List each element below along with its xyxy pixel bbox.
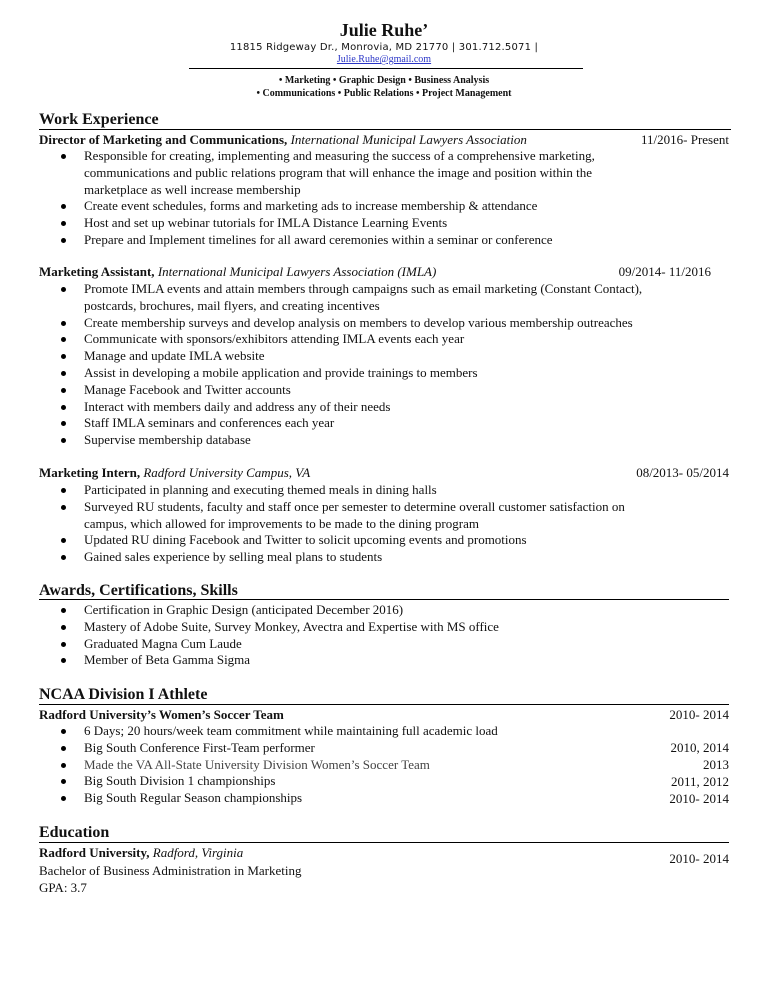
school-line xyxy=(39,845,243,861)
bullet-icon xyxy=(61,421,66,426)
job-org: International Municipal Lawyers Association xyxy=(290,132,527,147)
list-item: Gained sales experience by selling meal plans to students xyxy=(57,549,625,566)
list-item: Prepare and Implement timelines for all award ceremonies within a seminar or conference xyxy=(57,232,595,249)
bullet-icon xyxy=(61,388,66,393)
list-item: Interact with members daily and address any of their needs xyxy=(57,399,642,416)
contact-info: 11815 Ridgeway Dr., Monrovia, MD 21770 | 301.712.5071 | xyxy=(229,42,539,53)
bullet-icon xyxy=(61,221,66,226)
list-item: Big South Division 1 championships xyxy=(57,773,498,790)
list-item: Big South Regular Season championships xyxy=(57,790,498,807)
bullet-icon xyxy=(61,204,66,209)
list-item: Member of Beta Gamma Sigma xyxy=(57,652,499,669)
job-role: Director of Marketing and Communications, xyxy=(39,132,288,147)
candidate-name: Julie Ruhe’ xyxy=(339,20,429,40)
bullet-icon xyxy=(61,371,66,376)
job-title-director xyxy=(39,132,527,148)
bullet-icon xyxy=(61,405,66,410)
bullet-icon xyxy=(61,354,66,359)
list-item-continuation: communications and public relations program that will enhance the image and position within the xyxy=(84,164,592,180)
list-item: Graduated Magna Cum Laude xyxy=(57,636,499,653)
school-location: Radford, Virginia xyxy=(152,845,244,860)
list-item: Mastery of Adobe Suite, Survey Monkey, Avectra and Expertise with MS office xyxy=(57,619,499,636)
list-item: Made the VA All-State University Division Women’s Soccer Team xyxy=(57,757,498,774)
skills-summary-line-1: • Marketing • Graphic Design • Business Analysis xyxy=(278,75,490,86)
bullet-icon xyxy=(61,658,66,663)
list-item: Supervise membership database xyxy=(57,432,642,449)
list-item: Participated in planning and executing themed meals in dining halls xyxy=(57,482,625,499)
bullet-icon xyxy=(61,729,66,734)
gpa: GPA: 3.7 xyxy=(39,880,87,895)
bullet-icon xyxy=(61,779,66,784)
award-date: 2011, 2012 xyxy=(670,774,729,789)
job-bullets-assistant xyxy=(57,281,642,449)
bullet-icon xyxy=(61,238,66,243)
award-date: 2013 xyxy=(703,757,729,772)
email-line xyxy=(0,54,768,65)
section-rule-awards xyxy=(39,599,729,600)
section-title-athlete: NCAA Division I Athlete xyxy=(39,686,208,703)
list-item: Big South Conference First-Team performer xyxy=(57,740,498,757)
bullet-icon xyxy=(61,796,66,801)
section-title-awards: Awards, Certifications, Skills xyxy=(39,582,238,599)
bullet-icon xyxy=(61,488,66,493)
degree: Bachelor of Business Administration in Marketing xyxy=(39,863,302,878)
job-bullets-intern xyxy=(57,482,625,566)
list-item: Responsible for creating, implementing and measuring the success of a comprehensive marketing, xyxy=(57,148,595,165)
bullet-icon xyxy=(61,746,66,751)
section-rule-work xyxy=(39,129,731,130)
section-rule-athlete xyxy=(39,704,729,705)
list-item: Communicate with sponsors/exhibitors attending IMLA events each year xyxy=(57,331,642,348)
school-name: Radford University, xyxy=(39,845,150,860)
bullet-icon xyxy=(61,438,66,443)
bullet-icon xyxy=(61,154,66,159)
skills-summary-line-2: • Communications • Public Relations • Project Management xyxy=(256,88,512,99)
job-role: Marketing Intern, xyxy=(39,465,141,480)
list-item: Manage Facebook and Twitter accounts xyxy=(57,382,642,399)
team-dates: 2010- 2014 xyxy=(669,707,729,722)
education-dates: 2010- 2014 xyxy=(669,851,729,866)
job-title-assistant xyxy=(39,264,436,280)
awards-bullets xyxy=(57,602,499,669)
team-name: Radford University’s Women’s Soccer Team xyxy=(39,707,284,722)
job-role: Marketing Assistant, xyxy=(39,264,155,279)
list-item: Create membership surveys and develop analysis on members to develop various membership outreaches xyxy=(57,315,642,332)
list-item: Surveyed RU students, faculty and staff once per semester to determine overall customer satisfaction on xyxy=(57,499,625,516)
list-item: Host and set up webinar tutorials for IMLA Distance Learning Events xyxy=(57,215,595,232)
job-dates: 09/2014- 11/2016 xyxy=(618,264,711,279)
list-item: Promote IMLA events and attain members through campaigns such as email marketing (Constant Contact), xyxy=(57,281,642,298)
list-item: Certification in Graphic Design (anticipated December 2016) xyxy=(57,602,499,619)
list-item: Staff IMLA seminars and conferences each year xyxy=(57,415,642,432)
award-date: 2010- 2014 xyxy=(669,791,729,806)
section-title-education: Education xyxy=(39,824,110,841)
bullet-icon xyxy=(61,287,66,292)
section-title-work: Work Experience xyxy=(39,111,159,128)
list-item: Create event schedules, forms and marketing ads to increase membership & attendance xyxy=(57,198,595,215)
bullet-icon xyxy=(61,337,66,342)
bullet-icon xyxy=(61,642,66,647)
job-title-intern xyxy=(39,465,310,481)
list-item: Updated RU dining Facebook and Twitter to solicit upcoming events and promotions xyxy=(57,532,625,549)
list-item: Manage and update IMLA website xyxy=(57,348,642,365)
list-item: Assist in developing a mobile application and provide trainings to members xyxy=(57,365,642,382)
list-item-continuation: marketplace as well increase membership xyxy=(84,181,301,197)
award-date: 2010, 2014 xyxy=(670,740,729,755)
job-dates: 08/2013- 05/2014 xyxy=(636,465,729,480)
list-item: 6 Days; 20 hours/week team commitment while maintaining full academic load xyxy=(57,723,498,740)
header-divider xyxy=(189,68,583,69)
bullet-icon xyxy=(61,321,66,326)
bullet-icon xyxy=(61,608,66,613)
bullet-icon xyxy=(61,555,66,560)
section-rule-education xyxy=(39,842,729,843)
bullet-icon xyxy=(61,505,66,510)
list-item-continuation: campus, which allowed for improvements to be made to the dining program xyxy=(84,515,479,531)
email-link[interactable]: Julie.Ruhe@gmail.com xyxy=(336,54,432,65)
job-bullets-director xyxy=(57,148,595,249)
bullet-icon xyxy=(61,763,66,768)
athlete-bullets xyxy=(57,723,498,807)
job-org: Radford University Campus, VA xyxy=(143,465,311,480)
list-item-continuation: postcards, brochures, mail flyers, and creating incentives xyxy=(84,297,380,313)
bullet-icon xyxy=(61,625,66,630)
bullet-icon xyxy=(61,538,66,543)
job-org: International Municipal Lawyers Association (IMLA) xyxy=(157,264,437,279)
job-dates: 11/2016- Present xyxy=(641,132,729,147)
